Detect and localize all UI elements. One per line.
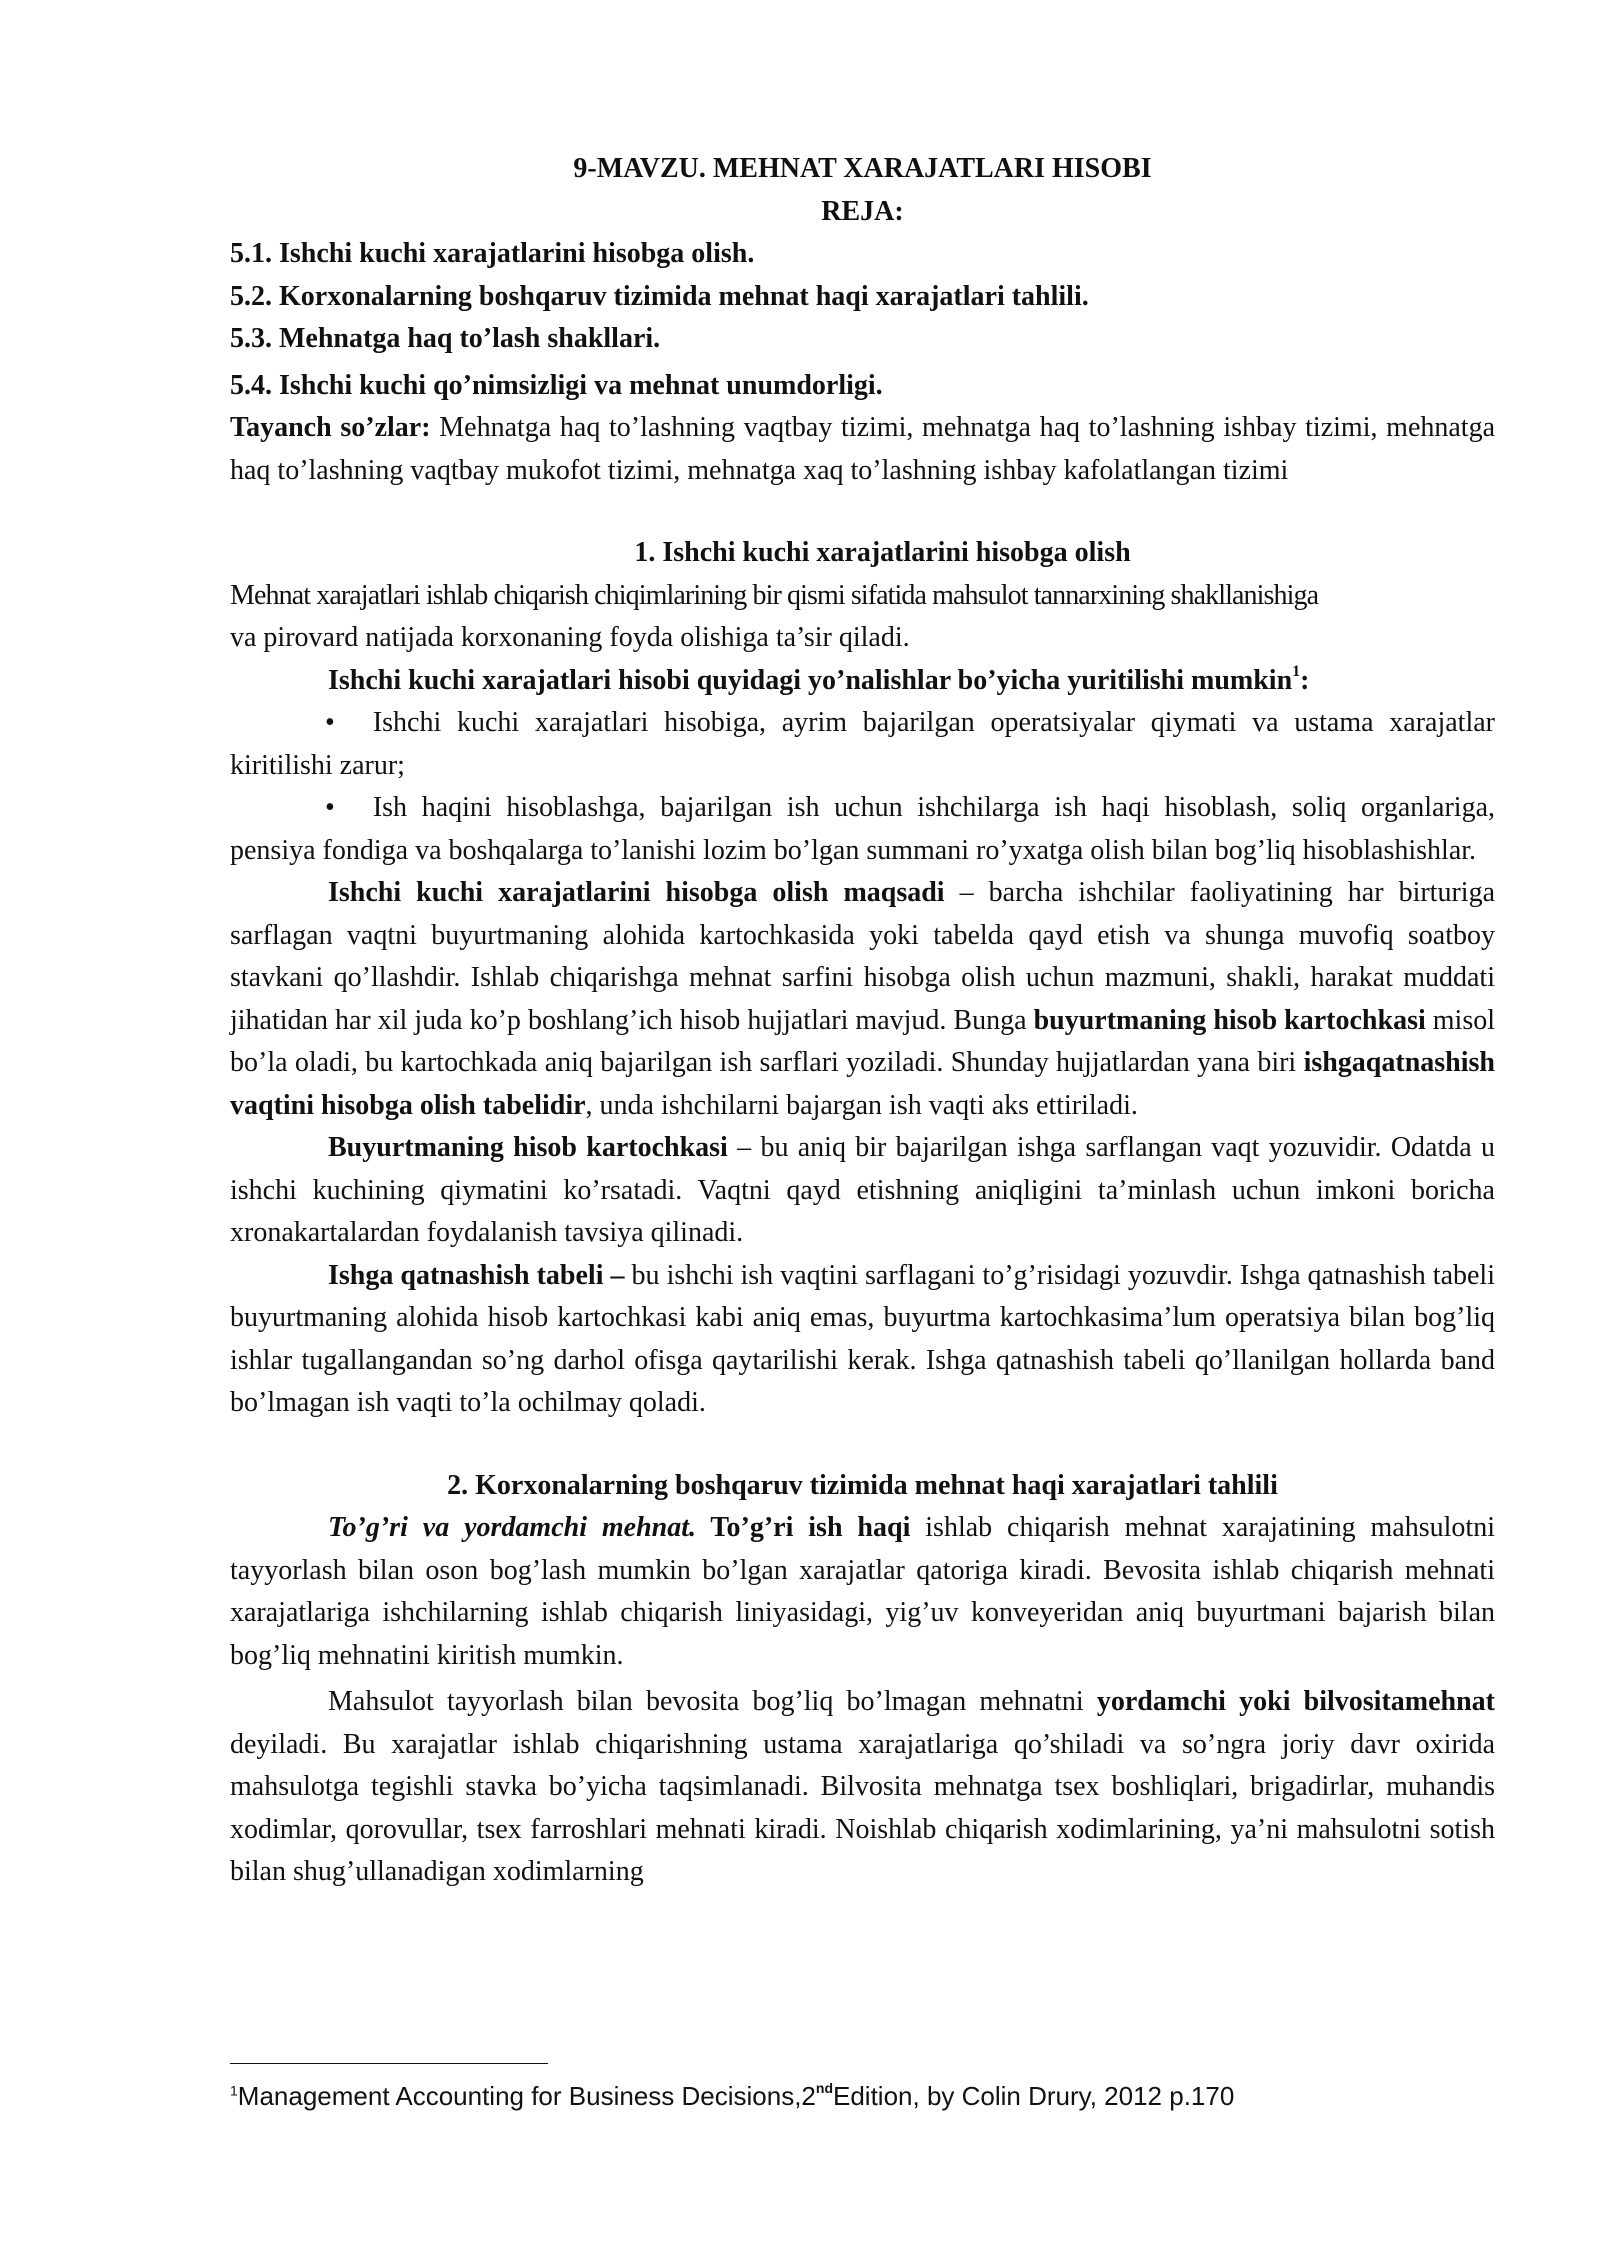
plan-item: 5.2. Korxonalarning boshqaruv tizimida mehnat haqi xarajatlari tahlili.	[230, 280, 1089, 312]
section-1-subheading	[230, 660, 1495, 703]
plan-item: 5.3. Mehnatga haq to’lash shakllari.	[230, 323, 661, 354]
paragraph-text: ishlab chiqarish mehnat xarajatining mahsulotni tayyorlash bilan oson bog’lash mumkin bo’lgan xarajatlar qatoriga kiradi. Bevosita ishlab chiqarish mehnati xarajatlariga ishchilarning ishlab chiqarish liniyasidagi, yig’uv konveyeridan aniq buyurtmani bajarish bilan bog’liq mehnatini kiritish mumkin.	[230, 1512, 1495, 1671]
paragraph-text: – barcha ishchilar faoliyatining har birturiga sarflagan vaqtni buyurtmaning alohida kartochkasida yoki tabelda qayd etish va shunga muvofiq soatboy stavkani qo’llashdir. Ishlab chiqarishga mehnat sarfini hisobga olish uchun mazmuni, shakli, harakat muddati jihatidan har xil juda ko’p boshlang’ich hisob hujjatlari mavjud. Bunga	[230, 877, 1495, 1036]
term-bold: ishgaqatnashish vaqtini hisobga olish tabelidir	[230, 1047, 1495, 1121]
section-1-paragraph-purpose	[230, 872, 1495, 1127]
footnote-divider	[230, 2063, 548, 2064]
term-bold: Buyurtmaning hisob kartochkasi	[328, 1132, 728, 1163]
section-1-intro-line-1: Mehnat xarajatlari ishlab chiqarish chiqimlarining bir qismi sifatida mahsulot tannarxining shakllanishiga	[230, 579, 1319, 611]
footnote	[230, 2078, 1495, 2114]
footnote-mark: 1	[230, 2082, 238, 2099]
section-1-subheading-text: Ishchi kuchi xarajatlari hisobi quyidagi yo’nalishlar bo’yicha yuritilishi mumkin	[328, 664, 1293, 696]
section-2-paragraph-indirect-labor	[230, 1681, 1495, 1894]
plan-item: 5.4. Ishchi kuchi qo’nimsizligi va mehnat unumdorligi.	[230, 369, 883, 401]
keywords-label: Tayanch so’zlar:	[230, 412, 431, 443]
section-1-subheading-colon: :	[1300, 664, 1310, 696]
bullet-item	[230, 787, 1495, 872]
plan-list	[230, 233, 1495, 407]
paragraph-text: misol bo’la oladi, bu kartochkada aniq bajarilgan ish sarflari yoziladi. Shunday hujjatlardan yana biri	[230, 1004, 1496, 1078]
term-bold: buyurtmaning hisob kartochkasi	[1033, 1004, 1426, 1036]
paragraph-text: deyiladi. Bu xarajatlar ishlab chiqarishning ustama xarajatlariga qo’shiladi va so’ngra joriy davr oxirida mahsulotga tegishli stavka bo’yicha taqsimlanadi. Bilvosita mehnatga tsex boshliqlari, brigadirlar, muhandis xodimlar, qorovullar, tsex farroshlari mehnati kiradi. Noishlab chiqarish xodimlarining, ya’ni mahsulotni sotish bilan shug’ullanadigan xodimlarning	[230, 1728, 1495, 1887]
section-1-paragraph-order-card	[230, 1127, 1495, 1255]
footnote-superscript: nd	[815, 2080, 833, 2097]
paragraph-text: Mahsulot tayyorlash bilan bevosita bog’liq bo’lmagan mehnatni	[328, 1686, 1097, 1717]
bullet-icon: •	[325, 792, 335, 823]
section-2-heading: 2. Korxonalarning boshqaruv tizimida mehnat haqi xarajatlari tahlili	[447, 1469, 1278, 1501]
bullet-text: Ishchi kuchi xarajatlari hisobiga, ayrim bajarilgan operatsiyalar qiymati va ustama xarajatlar kiritilishi zarur;	[230, 707, 1495, 781]
bullet-item	[230, 702, 1495, 787]
paragraph-text: bu ishchi ish vaqtini sarflagani to’g’risidagi yozuvdir. Ishga qatnashish tabeli buyurtmaning alohida hisob kartochkasi kabi aniq emas, buyurtma kartochkasima’lum operatsiya bilan bog’liq ishlar tugallangandan so’ng darhol ofisga qaytarilishi kerak. Ishga qatnashish tabeli qo’llanilgan hollarda band bo’lmagan ish vaqti to’la ochilmay qoladi.	[230, 1259, 1495, 1418]
bullet-text: Ish haqini hisoblashga, bajarilgan ish uchun ishchilarga ish haqi hisoblash, soliq organlariga, pensiya fondiga va boshqalarga to’lanishi lozim bo’lgan summani ro’yxatga olish bilan bog’liq hisoblashishlar.	[230, 792, 1495, 866]
term-bold: Ishchi kuchi xarajatlarini hisobga olish maqsadi	[328, 877, 945, 908]
section-2-paragraph-direct-labor	[230, 1507, 1495, 1677]
term-bold: Ishga qatnashish tabeli –	[328, 1259, 625, 1291]
section-1-heading: 1. Ishchi kuchi xarajatlarini hisobga olish	[634, 537, 1131, 568]
footnote-text: Edition, by Colin Drury, 2012 p.170	[833, 2081, 1235, 2111]
plan-heading: REJA:	[821, 195, 904, 227]
keywords-paragraph	[230, 407, 1495, 492]
document-body	[230, 148, 1495, 1894]
bullet-icon: •	[325, 707, 335, 738]
footnote-reference[interactable]: 1	[1292, 663, 1301, 681]
keywords-text: Mehnatga haq to’lashning vaqtbay tizimi, mehnatga haq to’lashning ishbay tizimi, mehnatga haq to’lashning vaqtbay mukofot tizimi, mehnatga xaq to’lashning ishbay kafolatlangan tizimi	[230, 412, 1496, 486]
term-bold-italic: To’g’ri va yordamchi mehnat.	[328, 1512, 697, 1543]
term-bold: To’g’ri ish haqi	[696, 1512, 911, 1543]
term-bold: yordamchi yoki bilvositamehnat	[1096, 1686, 1496, 1717]
section-1-paragraph-attendance	[230, 1255, 1495, 1425]
document-title: 9-MAVZU. MEHNAT XARAJATLARI HISOBI	[573, 153, 1152, 184]
paragraph-text: – bu aniq bir bajarilgan ishga sarflangan vaqt yozuvidir. Odatda u ishchi kuchining qiymatini ko’rsatadi. Vaqtni qayd etishning aniqligini ta’minlash uchun imkoni boricha xronakartalardan foydalanish tavsiya qilinadi.	[230, 1132, 1495, 1248]
section-1-intro-line-2: va pirovard natijada korxonaning foyda olishiga ta’sir qiladi.	[230, 622, 910, 653]
plan-item: 5.1. Ishchi kuchi xarajatlarini hisobga olish.	[230, 238, 755, 269]
footnote-text: Management Accounting for Business Decisions,2	[237, 2081, 816, 2111]
paragraph-text: , unda ishchilarni bajargan ish vaqti aks ettiriladi.	[585, 1089, 1138, 1121]
